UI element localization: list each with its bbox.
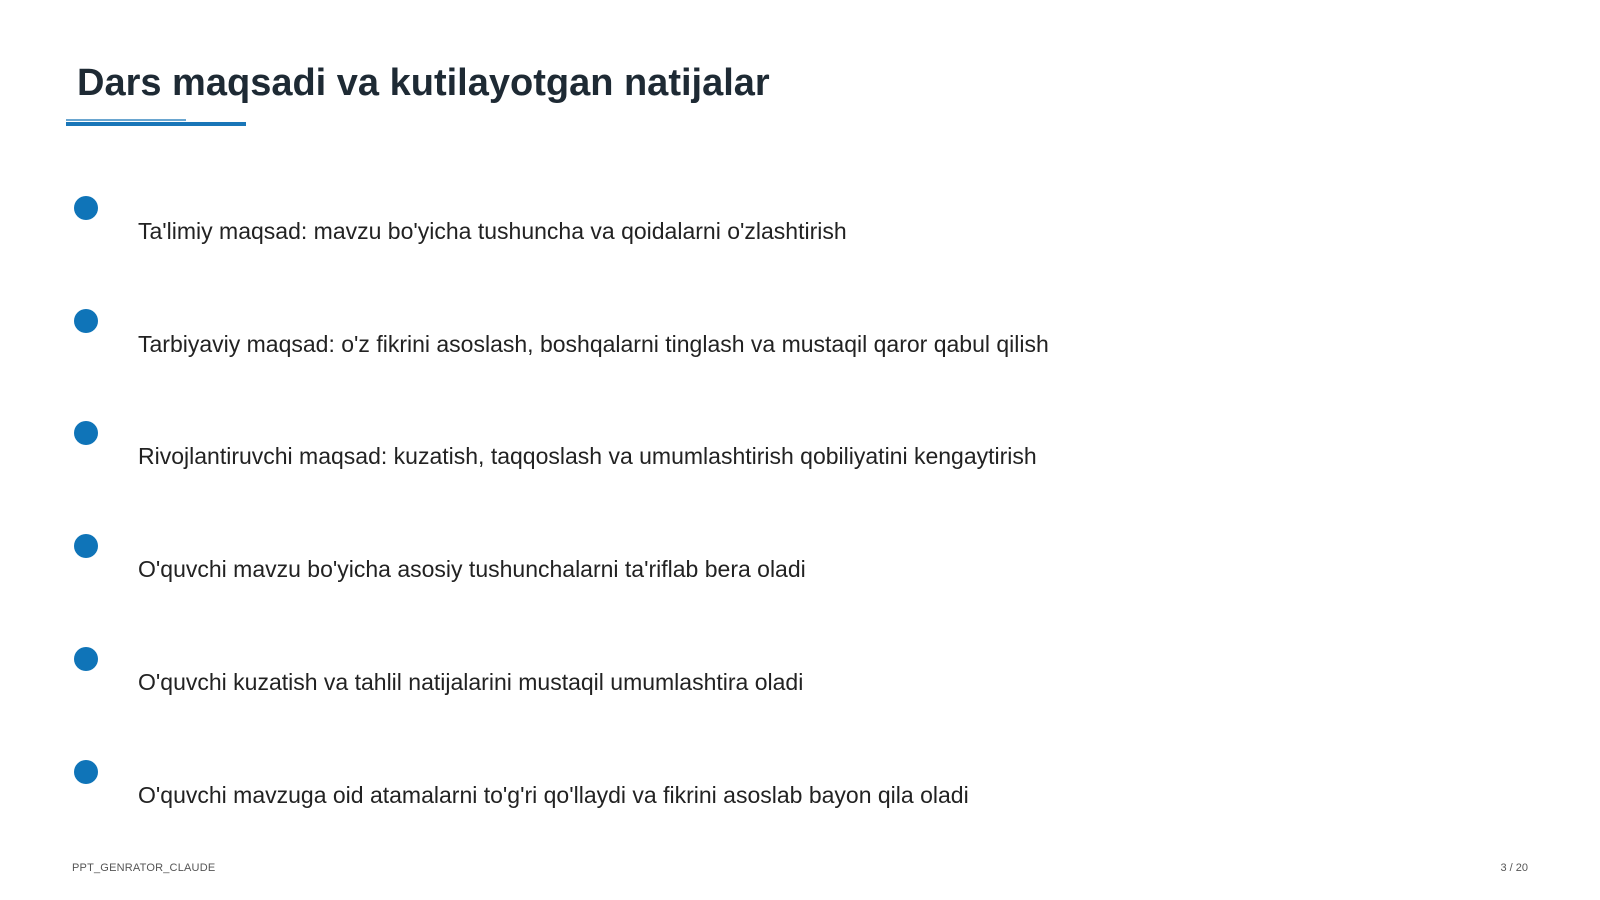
bullet-dot-icon — [74, 421, 98, 445]
slide-title: Dars maqsadi va kutilayotgan natijalar — [77, 62, 770, 104]
list-item — [0, 534, 1600, 634]
list-item — [0, 421, 1600, 521]
bullet-dot-icon — [74, 309, 98, 333]
page-number: 3 / 20 — [1500, 862, 1528, 874]
list-item — [0, 196, 1600, 296]
list-item — [0, 309, 1600, 409]
bullet-text: Tarbiyaviy maqsad: o'z fikrini asoslash, boshqalarni tinglash va mustaqil qaror qabul qilish — [138, 331, 1049, 357]
bullet-text: O'quvchi mavzu bo'yicha asosiy tushunchalarni ta'riflab bera oladi — [138, 556, 806, 582]
bullet-text: Rivojlantiruvchi maqsad: kuzatish, taqqoslash va umumlashtirish qobiliyatini kengaytirish — [138, 443, 1037, 469]
bullet-dot-icon — [74, 534, 98, 558]
bullet-dot-icon — [74, 760, 98, 784]
footer-source: PPT_GENRATOR_CLAUDE — [72, 862, 216, 874]
list-item — [0, 647, 1600, 747]
list-item — [0, 760, 1600, 860]
bullet-dot-icon — [74, 196, 98, 220]
bullet-dot-icon — [74, 647, 98, 671]
bullet-text: Ta'limiy maqsad: mavzu bo'yicha tushuncha va qoidalarni o'zlashtirish — [138, 218, 847, 244]
bullet-text: O'quvchi kuzatish va tahlil natijalarini mustaqil umumlashtira oladi — [138, 669, 804, 695]
bullet-text: O'quvchi mavzuga oid atamalarni to'g'ri qo'llaydi va fikrini asoslab bayon qila oladi — [138, 782, 969, 808]
